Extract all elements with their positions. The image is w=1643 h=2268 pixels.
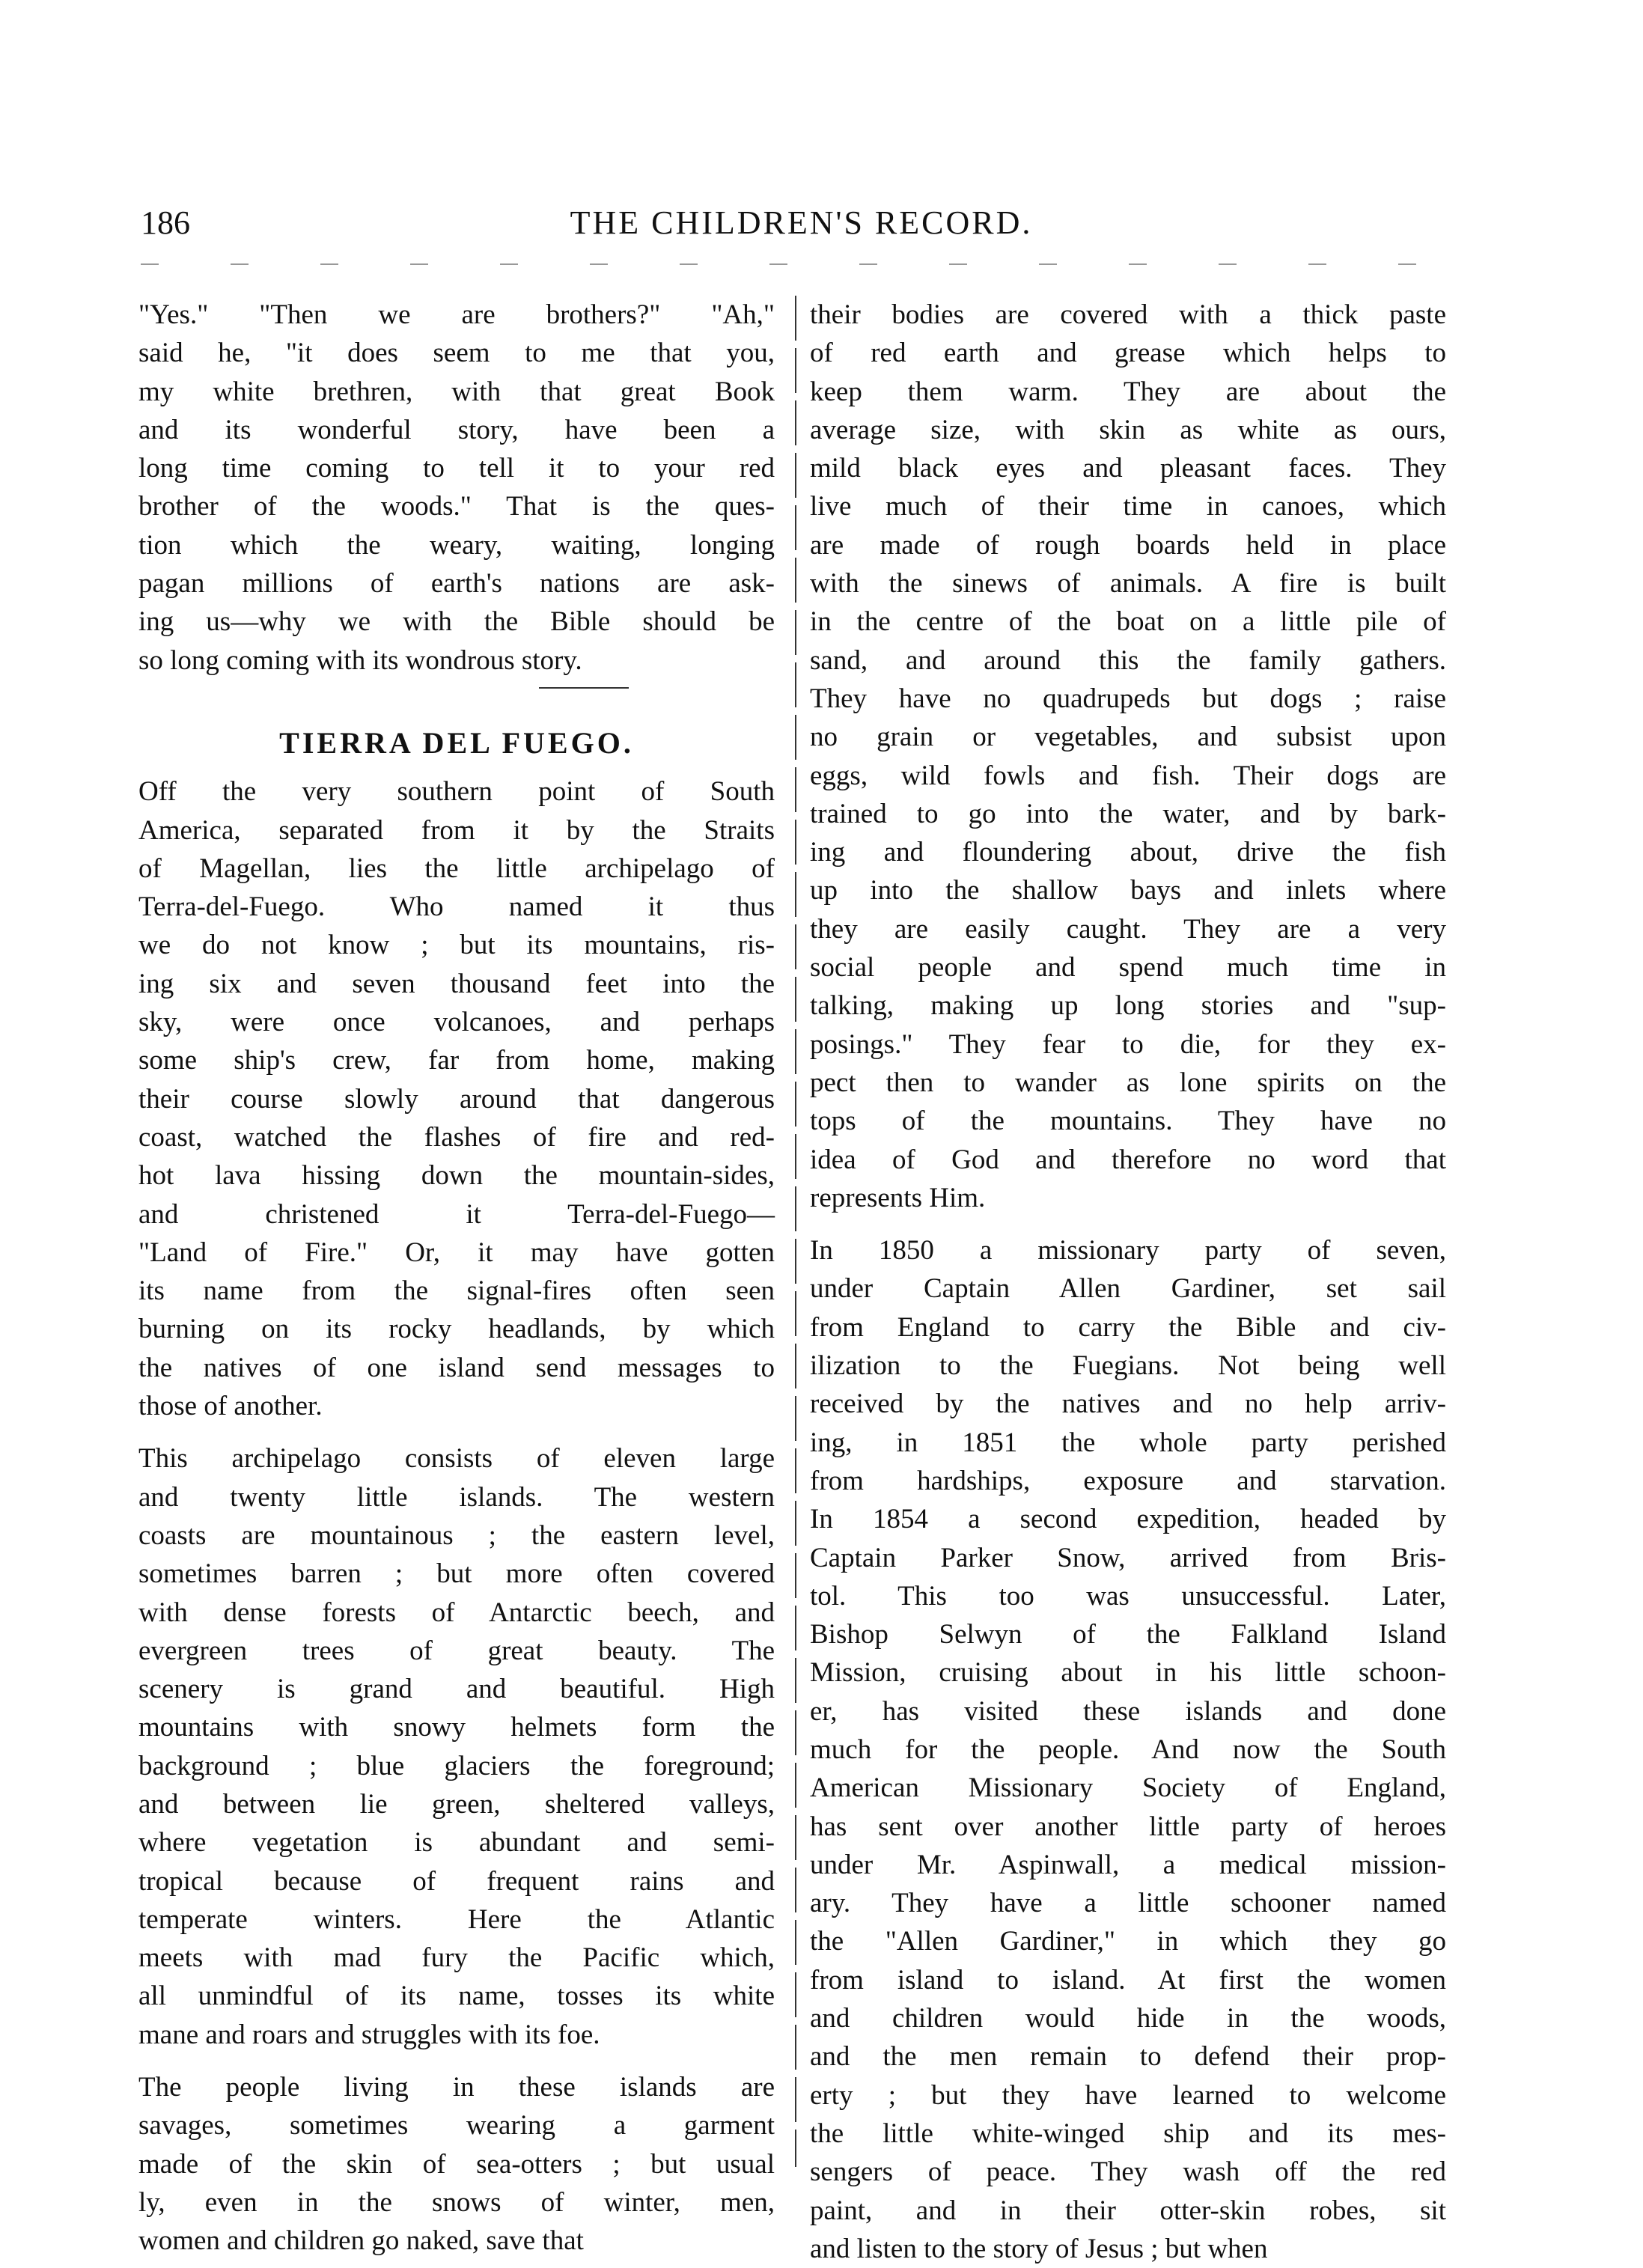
text-line: mild black eyes and pleasant faces. They: [810, 453, 1446, 484]
text-line: coast, watched the flashes of fire and red-: [138, 1121, 775, 1153]
paragraph-missions: [810, 1231, 1446, 2268]
text-line: are made of rough boards held in place: [810, 529, 1446, 561]
paragraph-origin-of-name: [138, 772, 775, 1425]
text-line: scenery is grand and beautiful. High: [138, 1674, 775, 1705]
text-line: they are easily caught. They are a very: [810, 913, 1446, 945]
text-line: up into the shallow bays and inlets where: [810, 875, 1446, 906]
text-line: with dense forests of Antarctic beech, and: [138, 1597, 775, 1628]
text-line: tropical because of frequent rains and: [138, 1865, 775, 1897]
text-line: erty ; but they have learned to welcome: [810, 2079, 1446, 2111]
text-line: coasts are mountainous ; the eastern level,: [138, 1519, 775, 1551]
text-line: from England to carry the Bible and civ-: [810, 1311, 1446, 1343]
text-line: in the centre of the boat on a little pile of: [810, 606, 1446, 638]
header-rule: [141, 263, 1462, 265]
text-line: average size, with skin as white as ours,: [810, 414, 1446, 445]
text-line: the "Allen Gardiner," in which they go: [810, 1926, 1446, 1957]
text-line: pect then to wander as lone spirits on the: [810, 1067, 1446, 1098]
text-line: sky, were once volcanoes, and perhaps: [138, 1007, 775, 1038]
text-line: and listen to the story of Jesus ; but when: [810, 2233, 1268, 2264]
text-line: and children would hide in the woods,: [810, 2003, 1446, 2034]
text-line: ly, even in the snows of winter, men,: [138, 2186, 775, 2218]
text-line: their course slowly around that dangerous: [138, 1083, 775, 1115]
paragraph-customs: [810, 296, 1446, 1217]
text-line: social people and spend much time in: [810, 952, 1446, 984]
text-line: much for the people. And now the South: [810, 1734, 1446, 1765]
text-line: savages, sometimes wearing a garment: [138, 2110, 775, 2142]
text-line: said he, "it does seem to me that you,: [138, 338, 775, 369]
section-title: TIERRA DEL FUEGO.: [279, 725, 634, 760]
text-line: hot lava hissing down the mountain-sides,: [138, 1160, 775, 1192]
text-line: the natives of one island send messages to: [138, 1352, 775, 1383]
text-line: Bishop Selwyn of the Falkland Island: [810, 1619, 1446, 1650]
text-line: evergreen trees of great beauty. The: [138, 1635, 775, 1666]
text-line: from hardships, exposure and starvation.: [810, 1465, 1446, 1496]
text-line: of red earth and grease which helps to: [810, 338, 1446, 369]
running-title: THE CHILDREN'S RECORD.: [570, 204, 1033, 241]
text-line: The people living in these islands are: [138, 2072, 775, 2103]
column-divider: [795, 296, 796, 2167]
paragraph-archipelago: [138, 1439, 775, 2054]
text-line: sengers of peace. They wash off the red: [810, 2156, 1446, 2188]
text-line: received by the natives and no help arriv-: [810, 1388, 1446, 1420]
text-line: my white brethren, with that great Book: [138, 376, 775, 407]
intro-paragraph: [138, 296, 775, 680]
text-line: and the men remain to defend their prop-: [810, 2041, 1446, 2073]
text-line: Terra-del-Fuego. Who named it thus: [138, 891, 775, 923]
text-line: of Magellan, lies the little archipelago of: [138, 853, 775, 884]
text-line: represents Him.: [810, 1182, 986, 1213]
text-line: eggs, wild fowls and fish. Their dogs are: [810, 760, 1446, 791]
text-line: where vegetation is abundant and semi-: [138, 1827, 775, 1859]
text-line: its name from the signal-fires often seen: [138, 1275, 775, 1307]
text-line: meets with mad fury the Pacific which,: [138, 1942, 775, 1974]
text-line: idea of God and therefore no word that: [810, 1144, 1446, 1175]
text-line: tops of the mountains. They have no: [810, 1106, 1446, 1137]
text-line: In 1850 a missionary party of seven,: [810, 1235, 1446, 1266]
text-line: In 1854 a second expedition, headed by: [810, 1504, 1446, 1535]
text-line: mane and roars and struggles with its foe.: [138, 2019, 600, 2050]
text-line: ilization to the Fuegians. Not being well: [810, 1350, 1446, 1382]
text-line: live much of their time in canoes, which: [810, 491, 1446, 522]
text-line: paint, and in their otter-skin robes, sit: [810, 2195, 1446, 2226]
text-line: no grain or vegetables, and subsist upon: [810, 722, 1446, 753]
text-line: Captain Parker Snow, arrived from Bris-: [810, 1542, 1446, 1573]
text-line: sand, and around this the family gathers.: [810, 644, 1446, 676]
page-header: [141, 204, 1462, 249]
text-line: made of the skin of sea-otters ; but usual: [138, 2148, 775, 2180]
text-line: some ship's crew, far from home, making: [138, 1045, 775, 1076]
text-line: ing and floundering about, drive the fish: [810, 837, 1446, 868]
text-line: women and children go naked, save that: [138, 2225, 584, 2257]
text-line: we do not know ; but its mountains, ris-: [138, 930, 775, 961]
text-line: and between lie green, sheltered valleys,: [138, 1788, 775, 1820]
text-line: and christened it Terra-del-Fuego—: [138, 1198, 775, 1230]
paragraph-people: [138, 2068, 775, 2260]
text-line: posings." They fear to die, for they ex-: [810, 1028, 1446, 1060]
text-line: ary. They have a little schooner named: [810, 1888, 1446, 1919]
text-line: America, separated from it by the Straits: [138, 814, 775, 846]
text-line: pagan millions of earth's nations are ask-: [138, 568, 775, 600]
text-line: background ; blue glaciers the foreground;: [138, 1750, 775, 1781]
text-line: and its wonderful story, have been a: [138, 414, 775, 445]
text-line: ing us—why we with the Bible should be: [138, 606, 775, 638]
text-line: so long coming with its wondrous story.: [138, 644, 582, 676]
text-line: "Yes." "Then we are brothers?" "Ah,": [138, 299, 775, 330]
text-line: tion which the weary, waiting, longing: [138, 529, 775, 561]
text-line: Mission, cruising about in his little schoon-: [810, 1657, 1446, 1689]
text-line: and twenty little islands. The western: [138, 1481, 775, 1513]
text-line: with the sinews of animals. A fire is built: [810, 568, 1446, 600]
text-line: "Land of Fire." Or, it may have gotten: [138, 1237, 775, 1268]
text-line: ing six and seven thousand feet into the: [138, 968, 775, 999]
text-line: talking, making up long stories and "sup-: [810, 990, 1446, 1022]
text-line: American Missionary Society of England,: [810, 1772, 1446, 1804]
text-line: under Captain Allen Gardiner, set sail: [810, 1273, 1446, 1305]
text-line: has sent over another little party of heroes: [810, 1811, 1446, 1842]
text-line: tol. This too was unsuccessful. Later,: [810, 1580, 1446, 1612]
text-line: brother of the woods." That is the ques-: [138, 491, 775, 522]
text-line: under Mr. Aspinwall, a medical mission-: [810, 1849, 1446, 1880]
text-line: from island to island. At first the women: [810, 1964, 1446, 1996]
text-line: temperate winters. Here the Atlantic: [138, 1903, 775, 1935]
right-column: [810, 296, 1446, 2268]
text-line: sometimes barren ; but more often covered: [138, 1558, 775, 1590]
text-line: They have no quadrupeds but dogs ; raise: [810, 683, 1446, 714]
text-line: the little white-winged ship and its mes-: [810, 2118, 1446, 2149]
text-line: burning on its rocky headlands, by which: [138, 1314, 775, 1345]
page-number: 186: [141, 204, 190, 241]
text-line: trained to go into the water, and by bark-: [810, 798, 1446, 829]
text-line: long time coming to tell it to your red: [138, 453, 775, 484]
section-divider-rule: [539, 687, 629, 689]
text-line: er, has visited these islands and done: [810, 1695, 1446, 1727]
text-line: those of another.: [138, 1391, 323, 1422]
text-line: Off the very southern point of South: [138, 776, 775, 808]
text-line: all unmindful of its name, tosses its white: [138, 1981, 775, 2012]
text-line: This archipelago consists of eleven large: [138, 1443, 775, 1475]
text-line: mountains with snowy helmets form the: [138, 1712, 775, 1743]
text-line: their bodies are covered with a thick paste: [810, 299, 1446, 330]
text-line: ing, in 1851 the whole party perished: [810, 1427, 1446, 1458]
text-line: keep them warm. They are about the: [810, 376, 1446, 407]
left-column: [138, 296, 775, 2261]
